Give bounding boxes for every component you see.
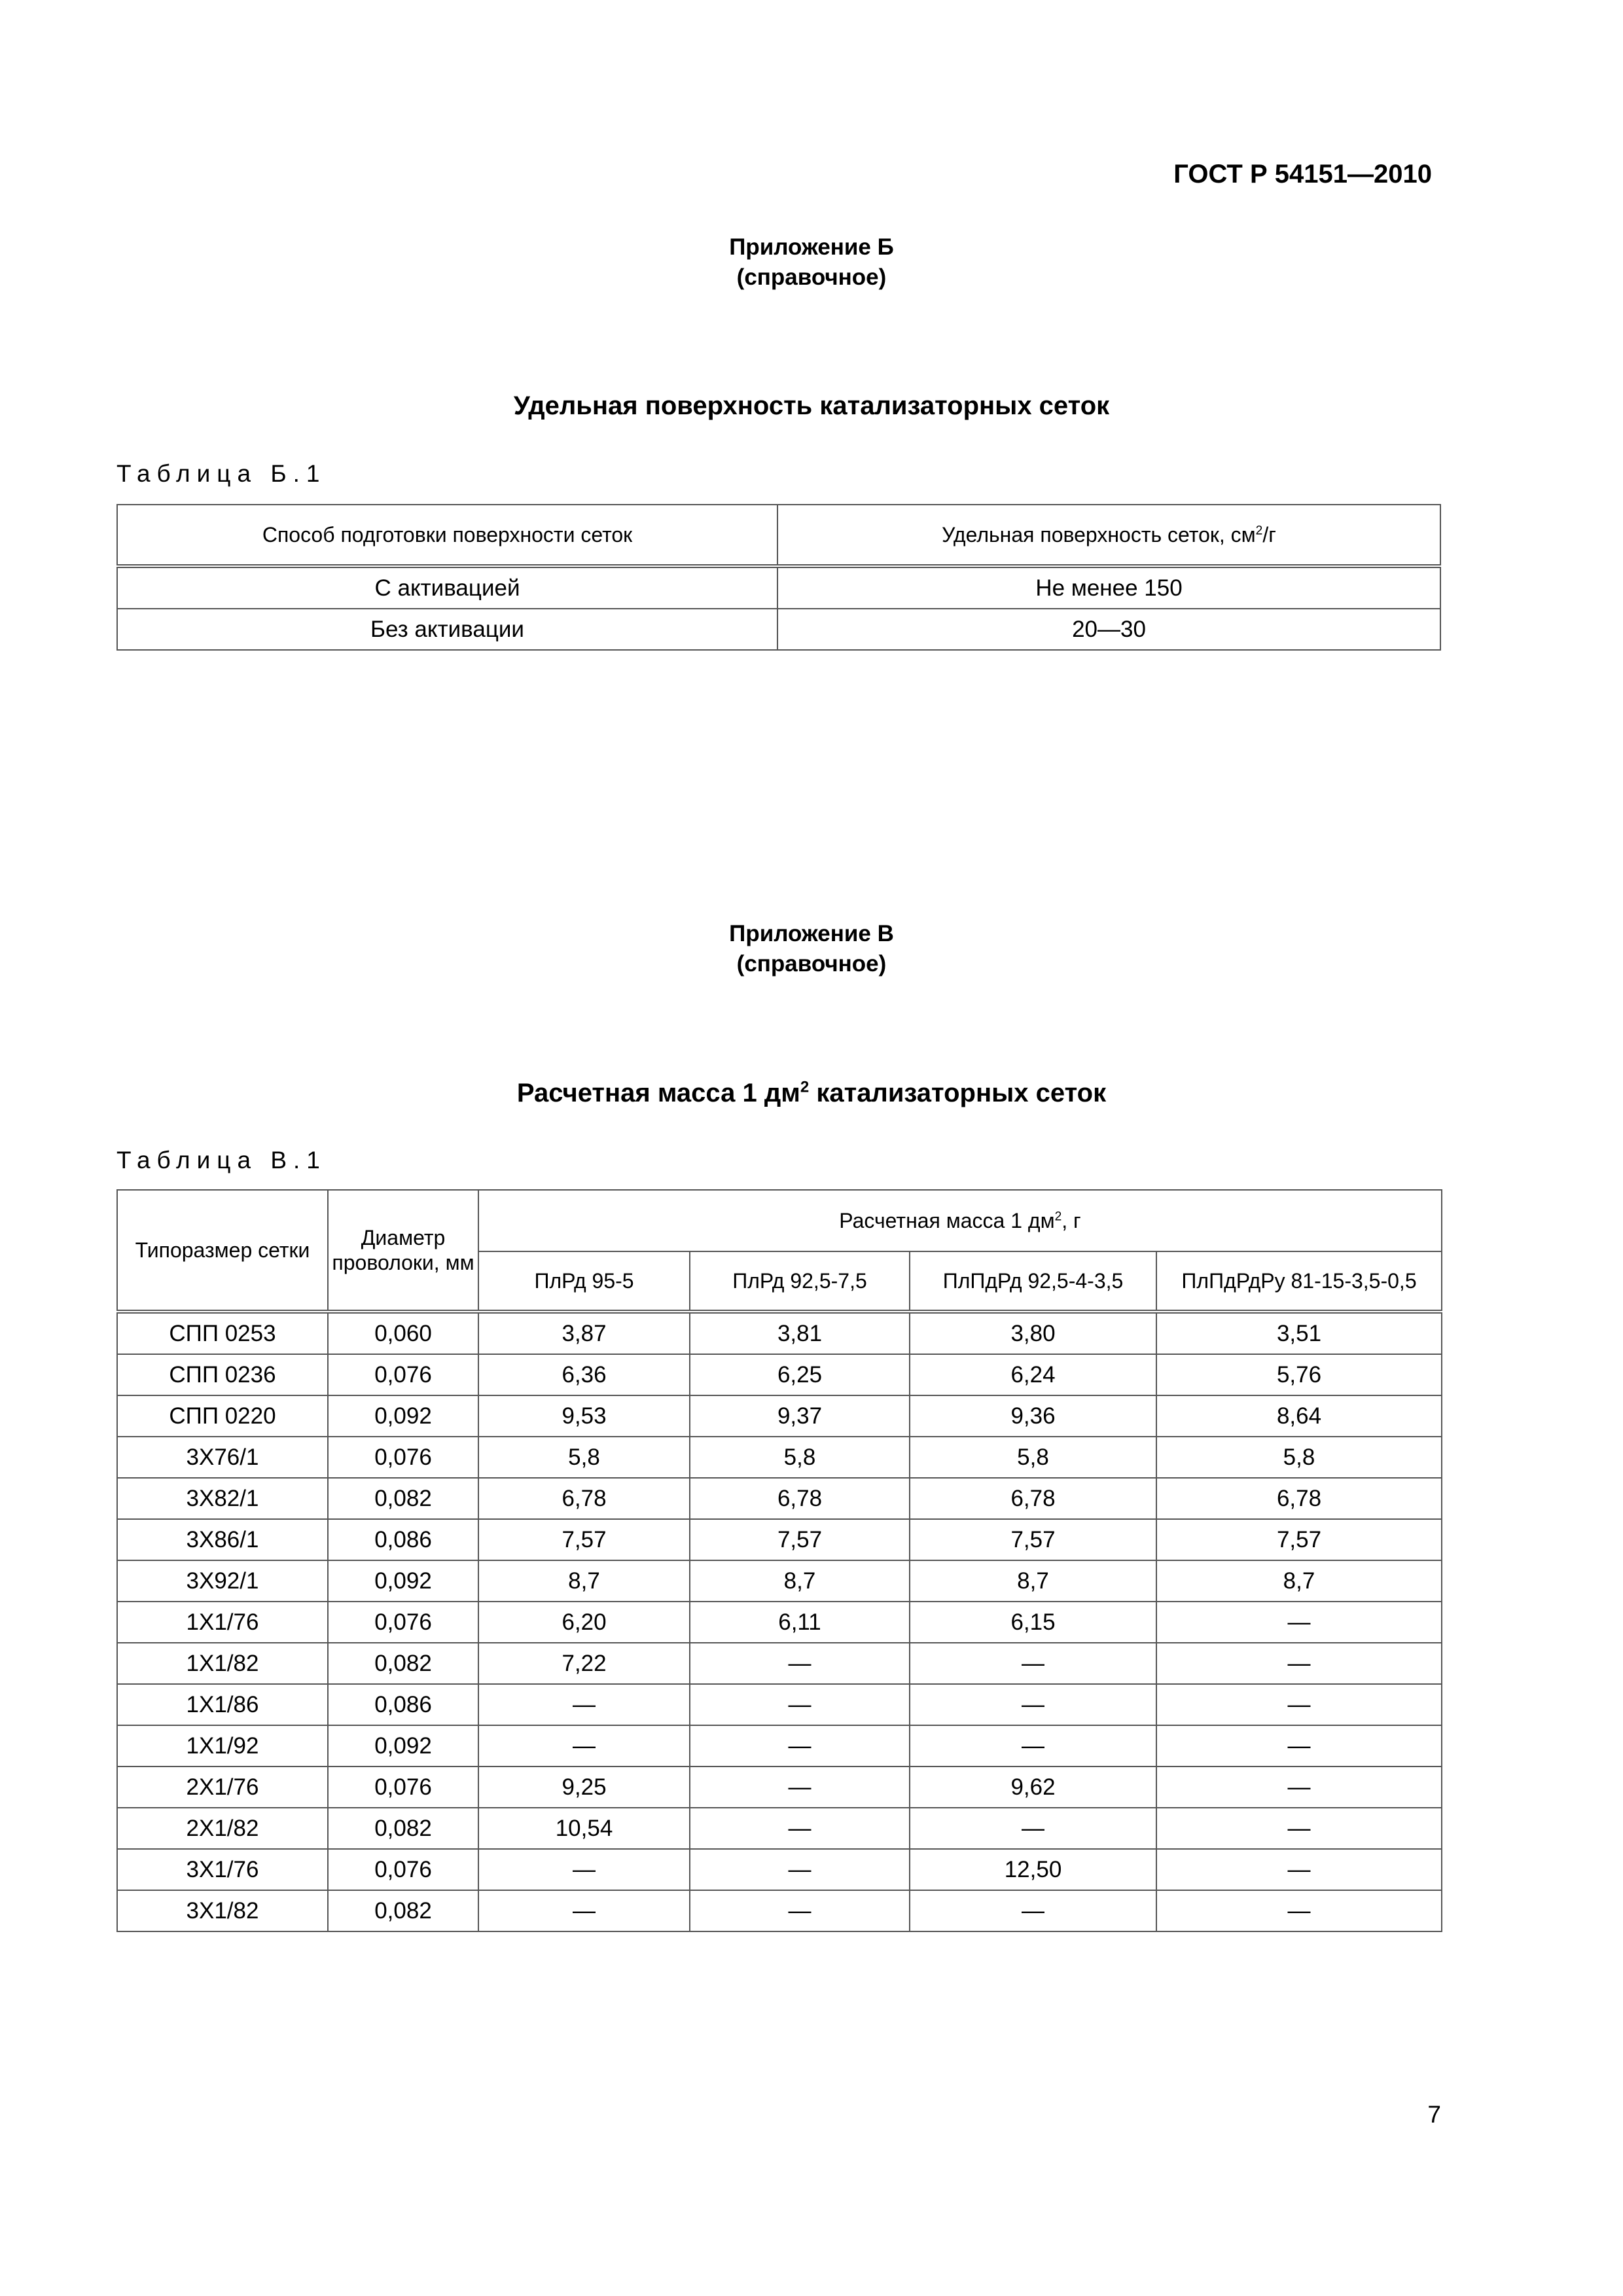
table-v1-body [117, 1312, 1442, 1931]
table-cell: 8,7 [690, 1560, 910, 1602]
table-v1-label: Таблица В.1 [116, 1147, 327, 1174]
table-cell: 3Х76/1 [117, 1437, 328, 1478]
table-b1 [116, 504, 1441, 651]
appendix-v-heading [0, 919, 1623, 979]
table-cell: 3,80 [910, 1312, 1156, 1354]
appendix-b-heading [0, 232, 1623, 293]
table-row [117, 1478, 1442, 1519]
table-cell: 5,8 [690, 1437, 910, 1478]
table-cell: — [1156, 1808, 1442, 1849]
table-cell: — [690, 1808, 910, 1849]
table-cell: 0,076 [328, 1354, 478, 1395]
table-cell: 5,76 [1156, 1354, 1442, 1395]
appendix-v-status: (справочное) [736, 951, 887, 977]
table-row [117, 1354, 1442, 1395]
table-cell: 9,62 [910, 1767, 1156, 1808]
table-v1-col-diameter: Диаметр проволоки, мм [328, 1190, 478, 1312]
table-cell: 10,54 [478, 1808, 690, 1849]
table-row [117, 1725, 1442, 1767]
table-cell: 12,50 [910, 1849, 1156, 1890]
table-cell: 0,086 [328, 1519, 478, 1560]
table-cell: 2Х1/82 [117, 1808, 328, 1849]
table-cell: 6,78 [1156, 1478, 1442, 1519]
table-row [117, 1312, 1442, 1354]
table-cell: 9,37 [690, 1395, 910, 1437]
table-b1-col-surface: Удельная поверхность сеток, $см^2/г$ [777, 505, 1440, 566]
table-cell: 6,36 [478, 1354, 690, 1395]
table-cell: 2Х1/76 [117, 1767, 328, 1808]
table-cell: 7,57 [1156, 1519, 1442, 1560]
table-cell: 1Х1/86 [117, 1684, 328, 1725]
table-cell: 3,81 [690, 1312, 910, 1354]
table-row [117, 566, 1440, 609]
table-cell: 3,87 [478, 1312, 690, 1354]
table-cell: — [690, 1767, 910, 1808]
table-cell: — [910, 1684, 1156, 1725]
table-cell: 0,060 [328, 1312, 478, 1354]
table-cell: — [690, 1643, 910, 1684]
table-cell: 20—30 [777, 609, 1440, 650]
table-cell: — [478, 1890, 690, 1931]
table-cell: 3Х82/1 [117, 1478, 328, 1519]
table-cell: 6,78 [478, 1478, 690, 1519]
table-row [117, 609, 1440, 650]
table-cell: 0,076 [328, 1437, 478, 1478]
table-row [117, 1602, 1442, 1643]
table-cell: — [478, 1684, 690, 1725]
table-cell: 3Х86/1 [117, 1519, 328, 1560]
table-cell: 3Х1/82 [117, 1890, 328, 1931]
page-number: 7 [1427, 2101, 1441, 2128]
table-cell: С активацией [117, 566, 777, 609]
table-v1-col-alloy: ПлРд 92,5-7,5 [690, 1251, 910, 1312]
table-cell: СПП 0236 [117, 1354, 328, 1395]
table-cell: — [690, 1684, 910, 1725]
appendix-v-title: Приложение В [729, 921, 894, 946]
table-row [117, 1519, 1442, 1560]
table-row [117, 1560, 1442, 1602]
table-cell: 7,57 [478, 1519, 690, 1560]
table-v1-header-row [117, 1190, 1442, 1251]
table-cell: — [1156, 1725, 1442, 1767]
table-cell: 7,22 [478, 1643, 690, 1684]
table-row [117, 1684, 1442, 1725]
table-row [117, 1849, 1442, 1890]
table-cell: 3,51 [1156, 1312, 1442, 1354]
table-v1 [116, 1189, 1442, 1932]
table-cell: — [690, 1890, 910, 1931]
table-cell: 8,7 [1156, 1560, 1442, 1602]
table-cell: — [1156, 1684, 1442, 1725]
table-cell: — [910, 1890, 1156, 1931]
table-cell: 0,092 [328, 1395, 478, 1437]
table-cell: — [1156, 1849, 1442, 1890]
table-cell: 9,25 [478, 1767, 690, 1808]
table-cell: — [690, 1849, 910, 1890]
table-cell: 6,25 [690, 1354, 910, 1395]
table-cell: 0,082 [328, 1478, 478, 1519]
table-cell: — [1156, 1643, 1442, 1684]
table-cell: — [478, 1725, 690, 1767]
table-cell: Без активации [117, 609, 777, 650]
table-cell: 0,082 [328, 1808, 478, 1849]
table-cell: — [1156, 1767, 1442, 1808]
table-row [117, 1643, 1442, 1684]
table-cell: — [910, 1643, 1156, 1684]
table-v1-col-alloy: ПлПдРдРу 81-15-3,5-0,5 [1156, 1251, 1442, 1312]
table-cell: — [910, 1725, 1156, 1767]
table-cell: 5,8 [1156, 1437, 1442, 1478]
table-cell: 0,092 [328, 1560, 478, 1602]
table-cell: 0,082 [328, 1643, 478, 1684]
table-v1-col-alloy: ПлРд 95-5 [478, 1251, 690, 1312]
table-b1-label: Таблица Б.1 [116, 460, 327, 487]
table-cell: 3Х1/76 [117, 1849, 328, 1890]
table-row [117, 1767, 1442, 1808]
table-cell: 6,11 [690, 1602, 910, 1643]
table-b1-col-method: Способ подготовки поверхности сеток [117, 505, 777, 566]
table-cell: 6,15 [910, 1602, 1156, 1643]
table-cell: 8,64 [1156, 1395, 1442, 1437]
table-cell: СПП 0253 [117, 1312, 328, 1354]
table-cell: 0,076 [328, 1849, 478, 1890]
table-cell: 0,086 [328, 1684, 478, 1725]
table-cell: 1Х1/76 [117, 1602, 328, 1643]
table-cell: 8,7 [910, 1560, 1156, 1602]
table-cell: 5,8 [478, 1437, 690, 1478]
table-cell: 0,076 [328, 1602, 478, 1643]
table-v1-col-alloy: ПлПдРд 92,5-4-3,5 [910, 1251, 1156, 1312]
table-cell: 9,36 [910, 1395, 1156, 1437]
table-cell: 6,78 [910, 1478, 1156, 1519]
table-cell: 1Х1/82 [117, 1643, 328, 1684]
table-cell: 6,20 [478, 1602, 690, 1643]
table-cell: — [1156, 1890, 1442, 1931]
table-row [117, 1395, 1442, 1437]
table-cell: 3Х92/1 [117, 1560, 328, 1602]
table-cell: — [1156, 1602, 1442, 1643]
table-row [117, 1890, 1442, 1931]
table-cell: 7,57 [690, 1519, 910, 1560]
table-v1-col-group-mass: Расчетная масса 1 $дм^2$, г [478, 1190, 1442, 1251]
table-cell: 0,092 [328, 1725, 478, 1767]
table-v1-col-size: Типоразмер сетки [117, 1190, 328, 1312]
table-cell: — [690, 1725, 910, 1767]
table-cell: 1Х1/92 [117, 1725, 328, 1767]
table-cell: 0,082 [328, 1890, 478, 1931]
appendix-b-section-title: Удельная поверхность катализаторных сеток [513, 391, 1110, 420]
table-b1-header-row [117, 505, 1440, 566]
table-cell: — [478, 1849, 690, 1890]
table-cell: 7,57 [910, 1519, 1156, 1560]
table-row [117, 1808, 1442, 1849]
table-row [117, 1437, 1442, 1478]
appendix-b-status: (справочное) [736, 264, 887, 290]
table-cell: 0,076 [328, 1767, 478, 1808]
table-cell: СПП 0220 [117, 1395, 328, 1437]
table-cell: 9,53 [478, 1395, 690, 1437]
standard-code: ГОСТ Р 54151—2010 [1173, 160, 1432, 188]
table-cell: Не менее 150 [777, 566, 1440, 609]
table-cell: 6,24 [910, 1354, 1156, 1395]
table-cell: — [910, 1808, 1156, 1849]
table-cell: 6,78 [690, 1478, 910, 1519]
table-cell: 5,8 [910, 1437, 1156, 1478]
appendix-b-title: Приложение Б [729, 234, 894, 260]
table-cell: 8,7 [478, 1560, 690, 1602]
appendix-v-section-title: Расчетная масса 1 $дм^2$ катализаторных сеток [516, 1078, 1107, 1107]
